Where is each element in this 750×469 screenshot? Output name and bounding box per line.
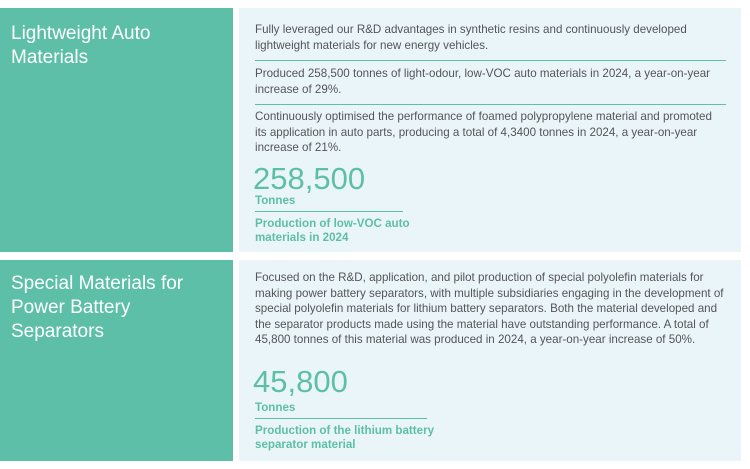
stat-caption: Production of low-VOC auto materials in 2024 [255,217,410,244]
divider [255,60,726,61]
section-content-panel [239,260,741,461]
stat-caption: Production of the lithium battery separator material [255,424,435,451]
stat-value: 258,500 [253,161,366,196]
section-title-panel [0,8,233,252]
stat-unit: Tonnes [255,194,296,207]
paragraph: Produced 258,500 tonnes of light-odour, low-VOC auto materials in 2024, a year-on-year increase of 29%. [255,67,710,96]
section-battery-separators [0,260,750,461]
divider [255,104,726,105]
paragraph: Fully leveraged our R&D advantages in synthetic resins and continuously developed lightweight materials for new energy vehicles. [255,23,687,52]
paragraph: Focused on the R&D, application, and pilot production of special polyolefin materials for making power battery separators, with multiple subsidiaries engaging in the development of special polyolefin materials for lithium battery separators. Both the material developed and the separator products made using the material have outstanding performance. A total of 45,800 tonnes of this material was produced in 2024, a year-on-year increase of 50%. [255,271,724,346]
section-title: Special Materials for Power Battery Separators [11,273,184,342]
stat-unit: Tonnes [255,401,296,414]
section-title: Lightweight Auto Materials [11,23,151,68]
stat-value: 45,800 [253,364,348,399]
section-title-panel [0,260,233,461]
stat-divider [255,211,403,212]
paragraph: Continuously optimised the performance of foamed polypropylene material and promoted its application in auto parts, producing a total of 4,3400 tonnes in 2024, a year-on-year increase of 21%. [255,110,712,154]
stat-divider [255,418,427,419]
section-lightweight-auto [0,8,750,252]
section-content-panel [239,8,741,252]
